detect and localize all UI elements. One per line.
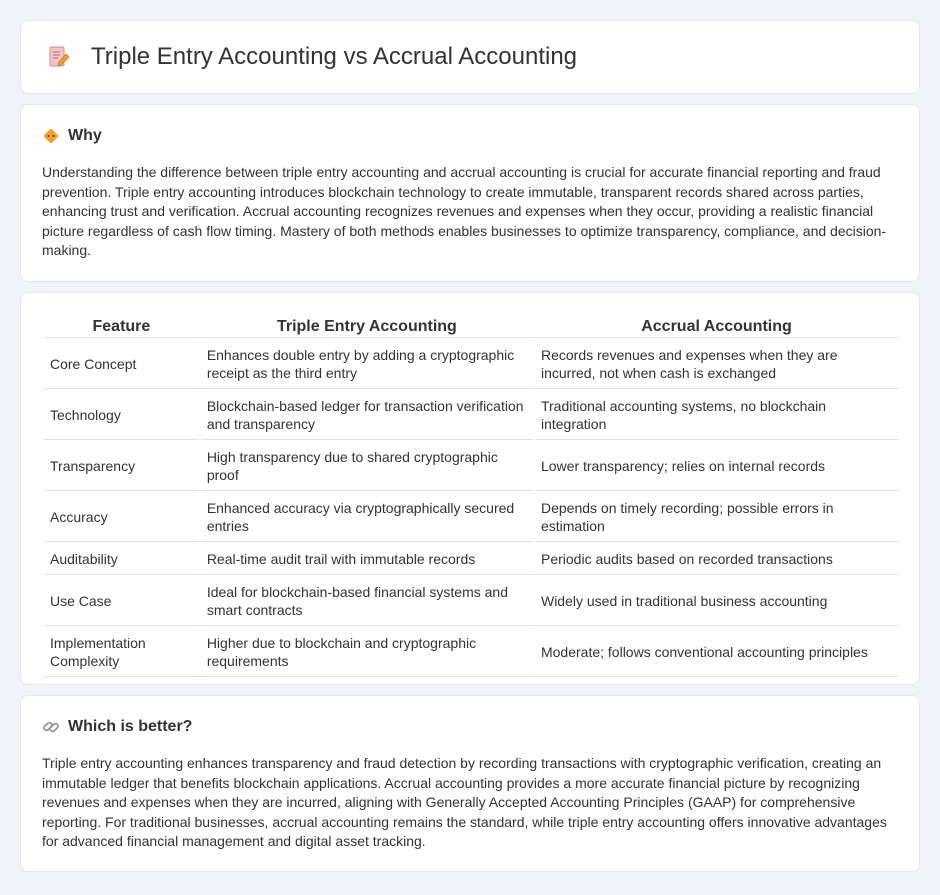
table-row xyxy=(44,340,898,389)
table-header-row xyxy=(44,317,898,338)
triple-entry-cell: High transparency due to shared cryptographic proof xyxy=(201,442,533,491)
feature-cell: Transparency xyxy=(44,442,199,491)
feature-cell: Auditability xyxy=(44,544,199,575)
triple-entry-cell: Enhanced accuracy via cryptographically secured entries xyxy=(201,493,533,542)
accrual-cell: Widely used in traditional business accounting xyxy=(535,577,898,626)
better-heading-row xyxy=(42,718,899,736)
triple-entry-cell: Blockchain-based ledger for transaction verification and transparency xyxy=(201,391,533,440)
accrual-cell: Records revenues and expenses when they are incurred, not when cash is exchanged xyxy=(535,340,898,389)
table-row xyxy=(44,544,898,575)
table-row xyxy=(44,577,898,626)
comparison-card xyxy=(20,292,920,685)
feature-cell: Technology xyxy=(44,391,199,440)
accrual-cell: Depends on timely recording; possible errors in estimation xyxy=(535,493,898,542)
feature-cell: Core Concept xyxy=(44,340,199,389)
better-heading: Which is better? xyxy=(68,718,193,735)
table-row xyxy=(44,628,898,677)
triple-entry-cell: Real-time audit trail with immutable records xyxy=(201,544,533,575)
feature-cell: Accuracy xyxy=(44,493,199,542)
table-row xyxy=(44,493,898,542)
header-feature: Feature xyxy=(44,317,199,338)
triple-entry-cell: Ideal for blockchain-based financial systems and smart contracts xyxy=(201,577,533,626)
warning-diamond-icon xyxy=(42,127,60,145)
triple-entry-cell: Enhances double entry by adding a cryptographic receipt as the third entry xyxy=(201,340,533,389)
accrual-cell: Periodic audits based on recorded transactions xyxy=(535,544,898,575)
better-text: Triple entry accounting enhances transparency and fraud detection by recording transactions with cryptographic verification, creating an immutable ledger that benefits blockchain applications. Accrual accounting provides a more accurate financial picture by recognizing revenues and expenses when they are incurred, aligning with Generally Accepted Accounting Principles (GAAP) for comprehensive reporting. For traditional businesses, accrual accounting remains the standard, while triple entry accounting offers innovative advantages for advanced financial management and digital asset tracking. xyxy=(42,755,887,850)
why-text: Understanding the difference between triple entry accounting and accrual accounting is crucial for accurate financial reporting and fraud prevention. Triple entry accounting introduces blockchain technology to create immutable, transparent records shared across parties, enhancing trust and verification. Accrual accounting recognizes revenues and expenses when they occur, providing a realistic financial picture regardless of cash flow timing. Mastery of both methods enables businesses to optimize transparency, compliance, and decision-making. xyxy=(42,164,887,259)
document-edit-icon xyxy=(47,45,71,69)
link-icon xyxy=(42,718,60,736)
table-row xyxy=(44,442,898,491)
accrual-cell: Moderate; follows conventional accounting principles xyxy=(535,628,898,677)
why-section xyxy=(20,104,920,282)
why-heading: Why xyxy=(68,127,102,144)
table-row xyxy=(44,391,898,440)
feature-cell: Use Case xyxy=(44,577,199,626)
which-is-better-section xyxy=(20,695,920,872)
header-accrual: Accrual Accounting xyxy=(535,317,898,338)
title-card xyxy=(20,20,920,94)
accrual-cell: Lower transparency; relies on internal records xyxy=(535,442,898,491)
feature-cell: Implementation Complexity xyxy=(44,628,199,677)
comparison-table xyxy=(42,315,900,679)
page-title: Triple Entry Accounting vs Accrual Accounting xyxy=(91,43,578,70)
triple-entry-cell: Higher due to blockchain and cryptographic requirements xyxy=(201,628,533,677)
header-triple-entry: Triple Entry Accounting xyxy=(201,317,533,338)
why-heading-row xyxy=(42,127,899,145)
accrual-cell: Traditional accounting systems, no blockchain integration xyxy=(535,391,898,440)
